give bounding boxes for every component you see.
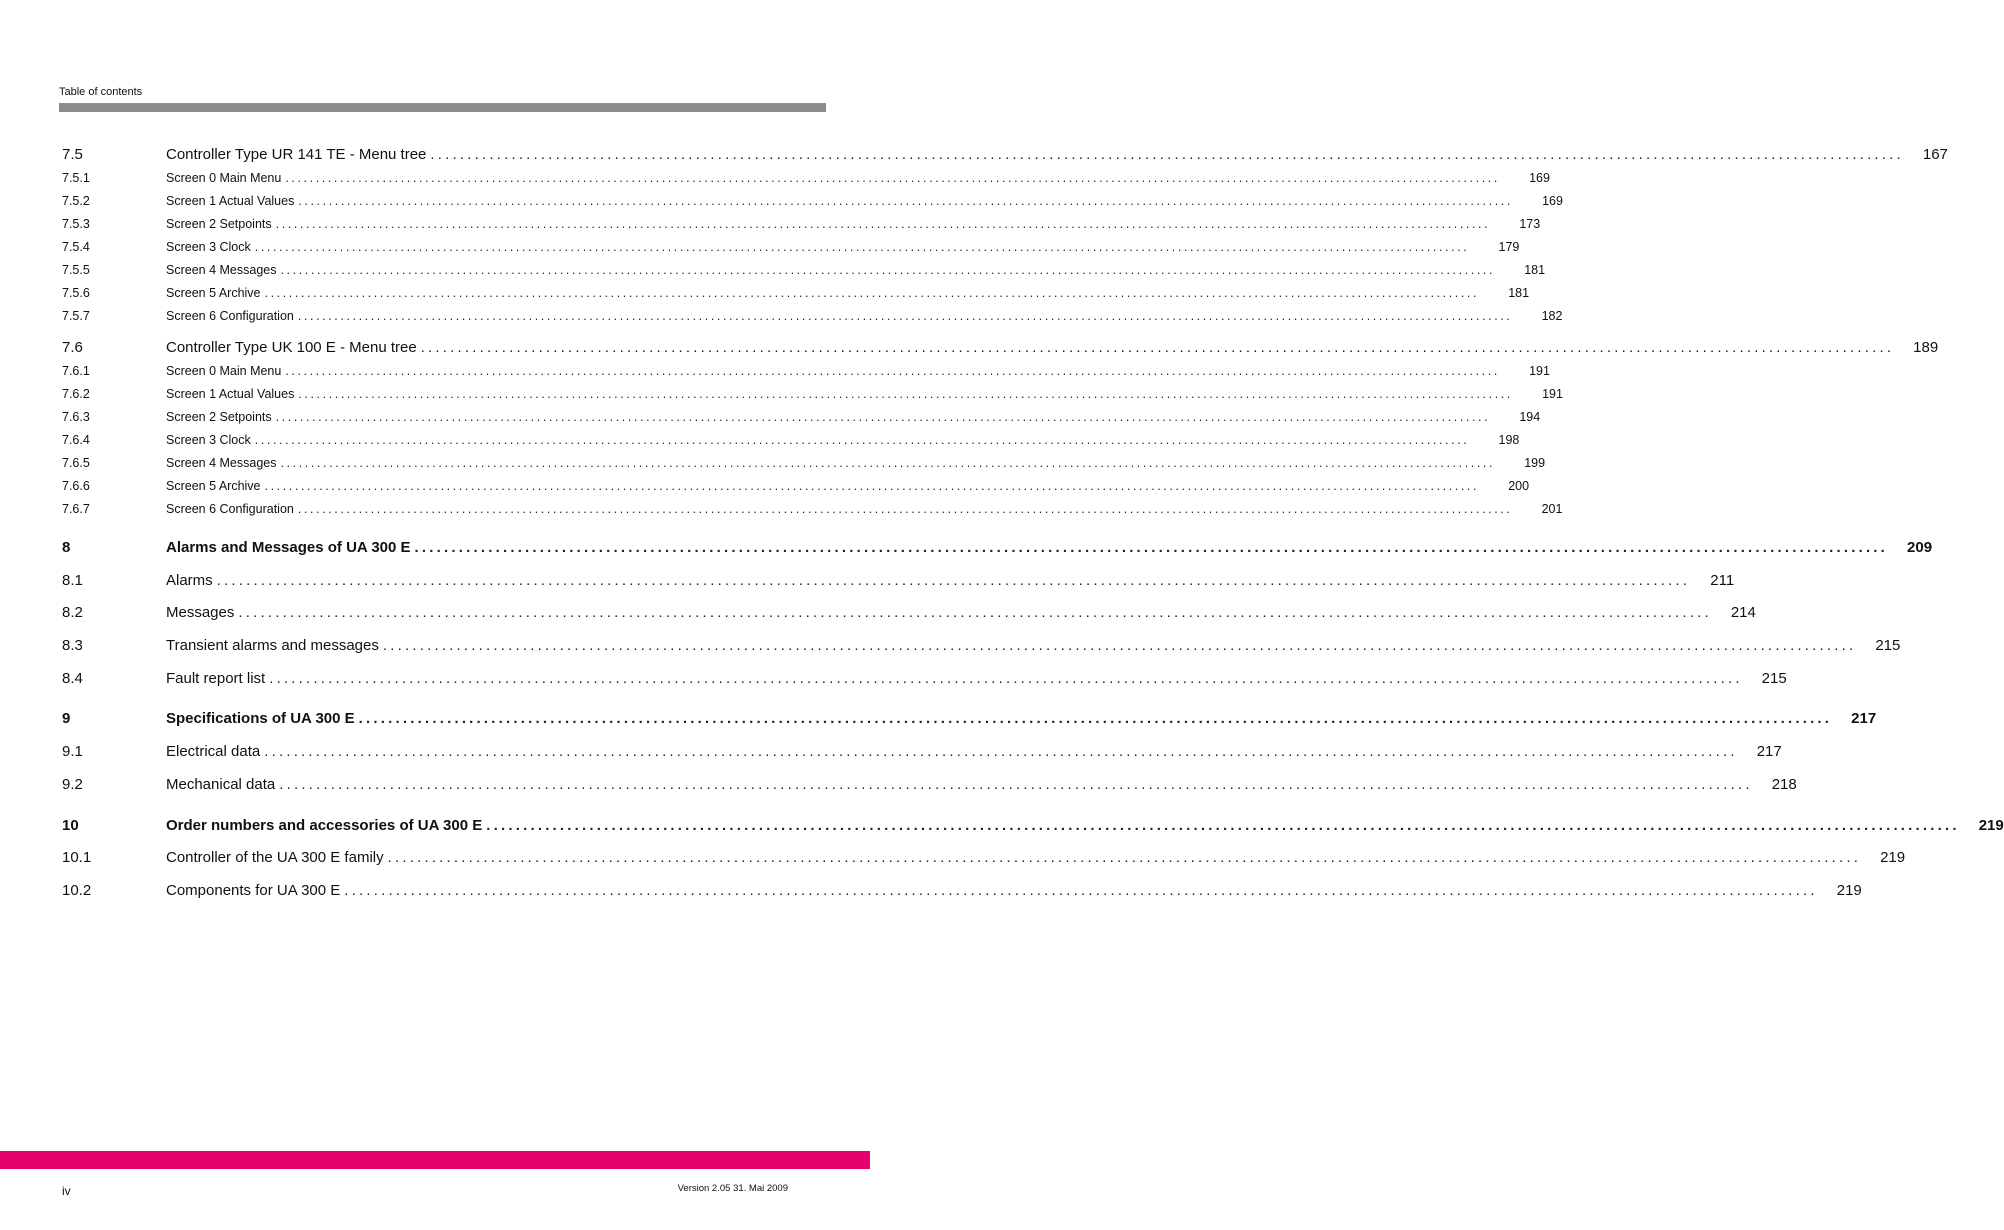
dot-leader: ........................................................................................................................................................................................................ [264, 743, 1738, 760]
toc-entry[interactable] [62, 710, 1877, 727]
dot-leader: ........................................................................................................................................................................................................ [275, 410, 1491, 424]
entry-title: Screen 2 Setpoints [166, 217, 272, 231]
toc-entry[interactable] [62, 502, 1563, 516]
entry-title: Mechanical data [166, 776, 276, 793]
dot-leader: ........................................................................................................................................................................................................ [486, 817, 1960, 834]
dot-leader: ........................................................................................................................................................................................................ [238, 604, 1712, 621]
entry-number: 7.6.1 [62, 364, 90, 378]
toc-entry[interactable] [62, 539, 1933, 556]
toc-entry[interactable] [62, 240, 1520, 254]
dot-leader: ........................................................................................................................................................................................................ [216, 572, 1691, 589]
toc-entry[interactable] [62, 637, 1901, 654]
entry-page: 169 [1529, 171, 1550, 185]
entry-number: 10.2 [62, 882, 92, 899]
entry-number: 9.2 [62, 776, 83, 793]
toc-entry[interactable] [62, 433, 1520, 447]
entry-page: 218 [1771, 776, 1797, 793]
entry-number: 7.5.1 [62, 171, 90, 185]
toc-entry[interactable] [62, 171, 1550, 185]
entry-page: 219 [1880, 849, 1906, 866]
toc-entry[interactable] [62, 286, 1530, 300]
toc-entry[interactable] [62, 263, 1546, 277]
entry-page: 182 [1541, 309, 1563, 323]
entry-number: 7.5.7 [62, 309, 90, 323]
entry-number: 8.4 [62, 670, 83, 687]
entry-page: 189 [1913, 339, 1939, 356]
entry-title: Controller Type UK 100 E - Menu tree [166, 339, 417, 356]
dot-leader: ........................................................................................................................................................................................................ [430, 146, 1904, 163]
entry-page: 217 [1756, 743, 1782, 760]
toc-entry[interactable] [62, 776, 1797, 793]
entry-title: Screen 0 Main Menu [166, 364, 282, 378]
toc-entry[interactable] [62, 146, 1948, 163]
entry-page: 198 [1498, 433, 1520, 447]
entry-title: Screen 1 Actual Values [166, 194, 295, 208]
entry-page: 201 [1541, 502, 1563, 516]
page-number: iv [62, 1184, 71, 1198]
entry-number: 8 [62, 539, 71, 556]
entry-title: Screen 3 Clock [166, 433, 251, 447]
footer-bar [0, 1151, 870, 1169]
entry-number: 9 [62, 710, 71, 727]
toc-entry[interactable] [62, 572, 1735, 589]
entry-title: Screen 6 Configuration [166, 309, 294, 323]
entry-title: Transient alarms and messages [166, 637, 379, 654]
dot-leader: ........................................................................................................................................................................................................ [275, 217, 1491, 231]
entry-page: 211 [1710, 572, 1735, 589]
toc-entry[interactable] [62, 743, 1782, 760]
toc-entry[interactable] [62, 849, 1906, 866]
entry-number: 7.5.6 [62, 286, 90, 300]
toc-entry[interactable] [62, 456, 1546, 470]
toc-entry[interactable] [62, 479, 1530, 493]
dot-leader: ........................................................................................................................................................................................................ [387, 849, 1862, 866]
entry-title: Screen 6 Configuration [166, 502, 294, 516]
toc-entry[interactable] [62, 387, 1563, 401]
entry-number: 8.1 [62, 572, 83, 589]
dot-leader: ........................................................................................................................................................................................................ [264, 479, 1480, 493]
entry-page: 169 [1542, 194, 1563, 208]
toc-entry[interactable] [62, 882, 1862, 899]
dot-leader: ........................................................................................................................................................................................................ [269, 670, 1743, 687]
entry-number: 7.5.5 [62, 263, 90, 277]
dot-leader: ........................................................................................................................................................................................................ [298, 387, 1513, 401]
entry-page: 217 [1851, 710, 1877, 727]
entry-page: 219 [1978, 817, 2004, 834]
entry-page: 200 [1508, 479, 1530, 493]
entry-title: Screen 3 Clock [166, 240, 251, 254]
entry-title: Controller of the UA 300 E family [166, 849, 384, 866]
entry-title: Specifications of UA 300 E [166, 710, 355, 727]
entry-title: Components for UA 300 E [166, 882, 341, 899]
header-rule [59, 103, 826, 112]
entry-number: 10 [62, 817, 79, 834]
running-header: Table of contents [59, 86, 143, 98]
toc-entry[interactable] [62, 410, 1541, 424]
entry-page: 191 [1542, 387, 1563, 401]
toc-entry[interactable] [62, 217, 1541, 231]
entry-number: 7.6.7 [62, 502, 90, 516]
entry-title: Fault report list [166, 670, 266, 687]
entry-page: 215 [1761, 670, 1787, 687]
toc-entry[interactable] [62, 339, 1939, 356]
entry-number: 7.6.3 [62, 410, 90, 424]
dot-leader: ........................................................................................................................................................................................................ [298, 194, 1513, 208]
entry-title: Alarms and Messages of UA 300 E [166, 539, 411, 556]
dot-leader: ........................................................................................................................................................................................................ [414, 539, 1889, 556]
entry-number: 7.5.3 [62, 217, 90, 231]
entry-number: 7.6.2 [62, 387, 90, 401]
dot-leader: ........................................................................................................................................................................................................ [420, 339, 1895, 356]
entry-page: 219 [1836, 882, 1862, 899]
entry-page: 199 [1524, 456, 1546, 470]
entry-page: 173 [1519, 217, 1541, 231]
entry-title: Alarms [166, 572, 213, 589]
entry-number: 7.5 [62, 146, 83, 163]
toc-entry[interactable] [62, 670, 1787, 687]
entry-title: Screen 4 Messages [166, 263, 277, 277]
entry-title: Messages [166, 604, 235, 621]
entry-title: Screen 5 Archive [166, 479, 261, 493]
entry-number: 7.6 [62, 339, 83, 356]
toc-entry[interactable] [62, 604, 1756, 621]
dot-leader: ........................................................................................................................................................................................................ [285, 171, 1500, 185]
dot-leader: ........................................................................................................................................................................................................ [279, 776, 1753, 793]
entry-number: 8.2 [62, 604, 83, 621]
entry-page: 191 [1529, 364, 1550, 378]
dot-leader: ........................................................................................................................................................................................................ [264, 286, 1480, 300]
entry-title: Screen 5 Archive [166, 286, 261, 300]
toc-entry[interactable] [62, 817, 2004, 834]
entry-title: Screen 2 Setpoints [166, 410, 272, 424]
dot-leader: ........................................................................................................................................................................................................ [254, 433, 1470, 447]
dot-leader: ........................................................................................................................................................................................................ [297, 309, 1513, 323]
entry-number: 7.5.4 [62, 240, 90, 254]
dot-leader: ........................................................................................................................................................................................................ [285, 364, 1500, 378]
toc-entry[interactable] [62, 194, 1563, 208]
entry-page: 167 [1922, 146, 1948, 163]
toc-entry[interactable] [62, 364, 1550, 378]
entry-page: 179 [1498, 240, 1520, 254]
entry-title: Screen 1 Actual Values [166, 387, 295, 401]
entry-page: 209 [1907, 539, 1933, 556]
dot-leader: ........................................................................................................................................................................................................ [344, 882, 1818, 899]
entry-number: 7.5.2 [62, 194, 90, 208]
entry-title: Electrical data [166, 743, 261, 760]
dot-leader: ........................................................................................................................................................................................................ [297, 502, 1513, 516]
entry-page: 181 [1508, 286, 1530, 300]
entry-number: 7.6.6 [62, 479, 90, 493]
entry-page: 215 [1875, 637, 1901, 654]
entry-number: 10.1 [62, 849, 92, 866]
dot-leader: ........................................................................................................................................................................................................ [254, 240, 1470, 254]
dot-leader: ........................................................................................................................................................................................................ [280, 263, 1496, 277]
entry-number: 7.6.4 [62, 433, 90, 447]
entry-title: Screen 0 Main Menu [166, 171, 282, 185]
entry-number: 7.6.5 [62, 456, 90, 470]
entry-title: Screen 4 Messages [166, 456, 277, 470]
entry-title: Controller Type UR 141 TE - Menu tree [166, 146, 427, 163]
entry-page: 194 [1519, 410, 1541, 424]
entry-number: 8.3 [62, 637, 83, 654]
entry-number: 9.1 [62, 743, 83, 760]
dot-leader: ........................................................................................................................................................................................................ [280, 456, 1496, 470]
dot-leader: ........................................................................................................................................................................................................ [382, 637, 1857, 654]
entry-page: 181 [1524, 263, 1546, 277]
version-date: Version 2.05 31. Mai 2009 [677, 1183, 788, 1194]
entry-title: Order numbers and accessories of UA 300 E [166, 817, 483, 834]
entry-page: 214 [1730, 604, 1756, 621]
dot-leader: ........................................................................................................................................................................................................ [358, 710, 1833, 727]
toc-entry[interactable] [62, 309, 1563, 323]
